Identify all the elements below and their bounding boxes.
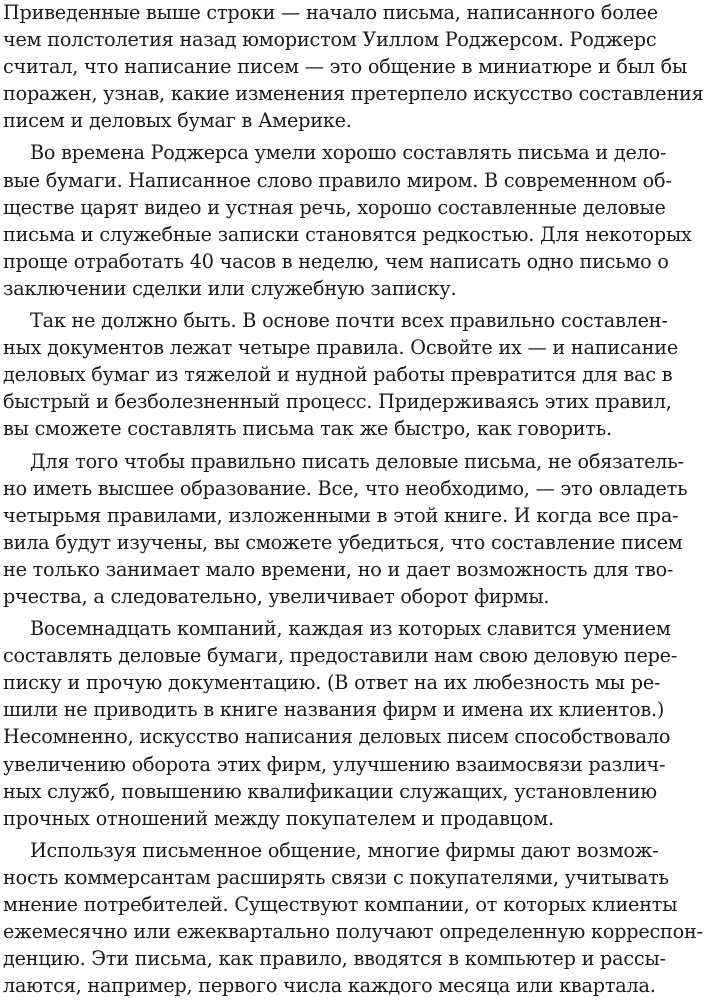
text-line: писем и деловых бумаг в Америке. — [3, 109, 352, 133]
text-line: ществе царят видео и устная речь, хорошо составленные деловые — [3, 195, 666, 219]
text-line: Для того чтобы правильно писать деловые письма, не обязатель- — [30, 449, 684, 473]
text-line: прочных отношений между покупателем и продавцом. — [3, 806, 554, 830]
text-line: денцию. Эти письма, как правило, вводятся в компьютер и рассы- — [3, 947, 666, 971]
text-line: лаются, например, первого числа каждого месяца или квартала. — [3, 974, 656, 998]
text-line: быстрый и безболезненный процесс. Придерживаясь этих правил, — [3, 390, 672, 414]
body-text — [3, 0, 704, 1004]
text-line: Так не должно быть. В основе почти всех правильно составлен- — [30, 309, 668, 333]
text-line: деловых бумаг из тяжелой и нудной работы превратится для вас в — [3, 363, 673, 387]
text-line: составлять деловые бумаги, предоставили нам свою деловую пере- — [3, 644, 678, 668]
text-line: Используя письменное общение, многие фирмы дают возмож- — [30, 838, 659, 862]
text-line: четырьмя правилами, изложенными в этой книге. И когда все пра- — [3, 503, 679, 527]
text-line: вые бумаги. Написанное слово правило миром. В современном об- — [3, 168, 672, 192]
text-line: ежемесячно или ежеквартально получают определенную корреспон- — [3, 920, 703, 944]
text-line: писку и прочую документацию. (В ответ на их любезность мы ре- — [3, 671, 661, 695]
paragraph-1 — [3, 0, 704, 134]
paragraph-3 — [3, 307, 678, 442]
text-line: Несомненно, искусство написания деловых писем способствовало — [3, 725, 671, 749]
text-line: шили не приводить в книге названия фирм и имена их клиентов.) — [3, 698, 665, 722]
text-line: но иметь высшее образование. Все, что необходимо, — это овладеть — [3, 476, 688, 500]
text-line: проще отработать 40 часов в неделю, чем написать одно письмо о — [3, 249, 669, 273]
text-line: вила будут изучены, вы сможете убедиться, что составление писем — [3, 530, 683, 554]
text-line: поражен, узнав, какие изменения претерпело искусство составления — [3, 82, 704, 106]
text-line: ных документов лежат четыре правила. Освойте их — и написание — [3, 336, 678, 360]
text-line: увеличению оборота этих фирм, улучшению взаимосвязи различ- — [3, 752, 666, 776]
text-line: чем полстолетия назад юмористом Уиллом Роджерсом. Роджерс — [3, 28, 657, 52]
text-line: рчества, а следовательно, увеличивает оборот фирмы. — [3, 584, 550, 608]
text-line: Приведенные выше строки — начало письма, написанного более — [3, 1, 658, 24]
text-line: считал, что написание писем — это общение в миниатюре и был бы — [3, 55, 688, 79]
text-line: заключении сделки или служебную записку. — [3, 276, 457, 300]
text-line: письма и служебные записки становятся редкостью. Для некоторых — [3, 222, 692, 246]
text-line: ных служб, повышению квалификации служащих, установлению — [3, 779, 657, 803]
text-line: мнение потребителей. Существуют компании, от которых клиенты — [3, 893, 678, 916]
paragraph-5 — [3, 615, 678, 832]
text-line: вы сможете составлять письма так же быстро, как говорить. — [3, 417, 612, 441]
paragraph-4 — [3, 448, 688, 611]
text-line: не только занимает мало времени, но и дает возможность для тво- — [3, 557, 674, 581]
paragraph-6 — [3, 837, 703, 1000]
paragraph-2 — [3, 139, 692, 302]
text-line: ность коммерсантам расширять связи с покупателями, учитывать — [3, 865, 669, 889]
text-line: Во времена Роджерса умели хорошо составлять письма и дело- — [30, 141, 667, 165]
text-line: Восемнадцать компаний, каждая из которых славится умением — [30, 617, 671, 641]
